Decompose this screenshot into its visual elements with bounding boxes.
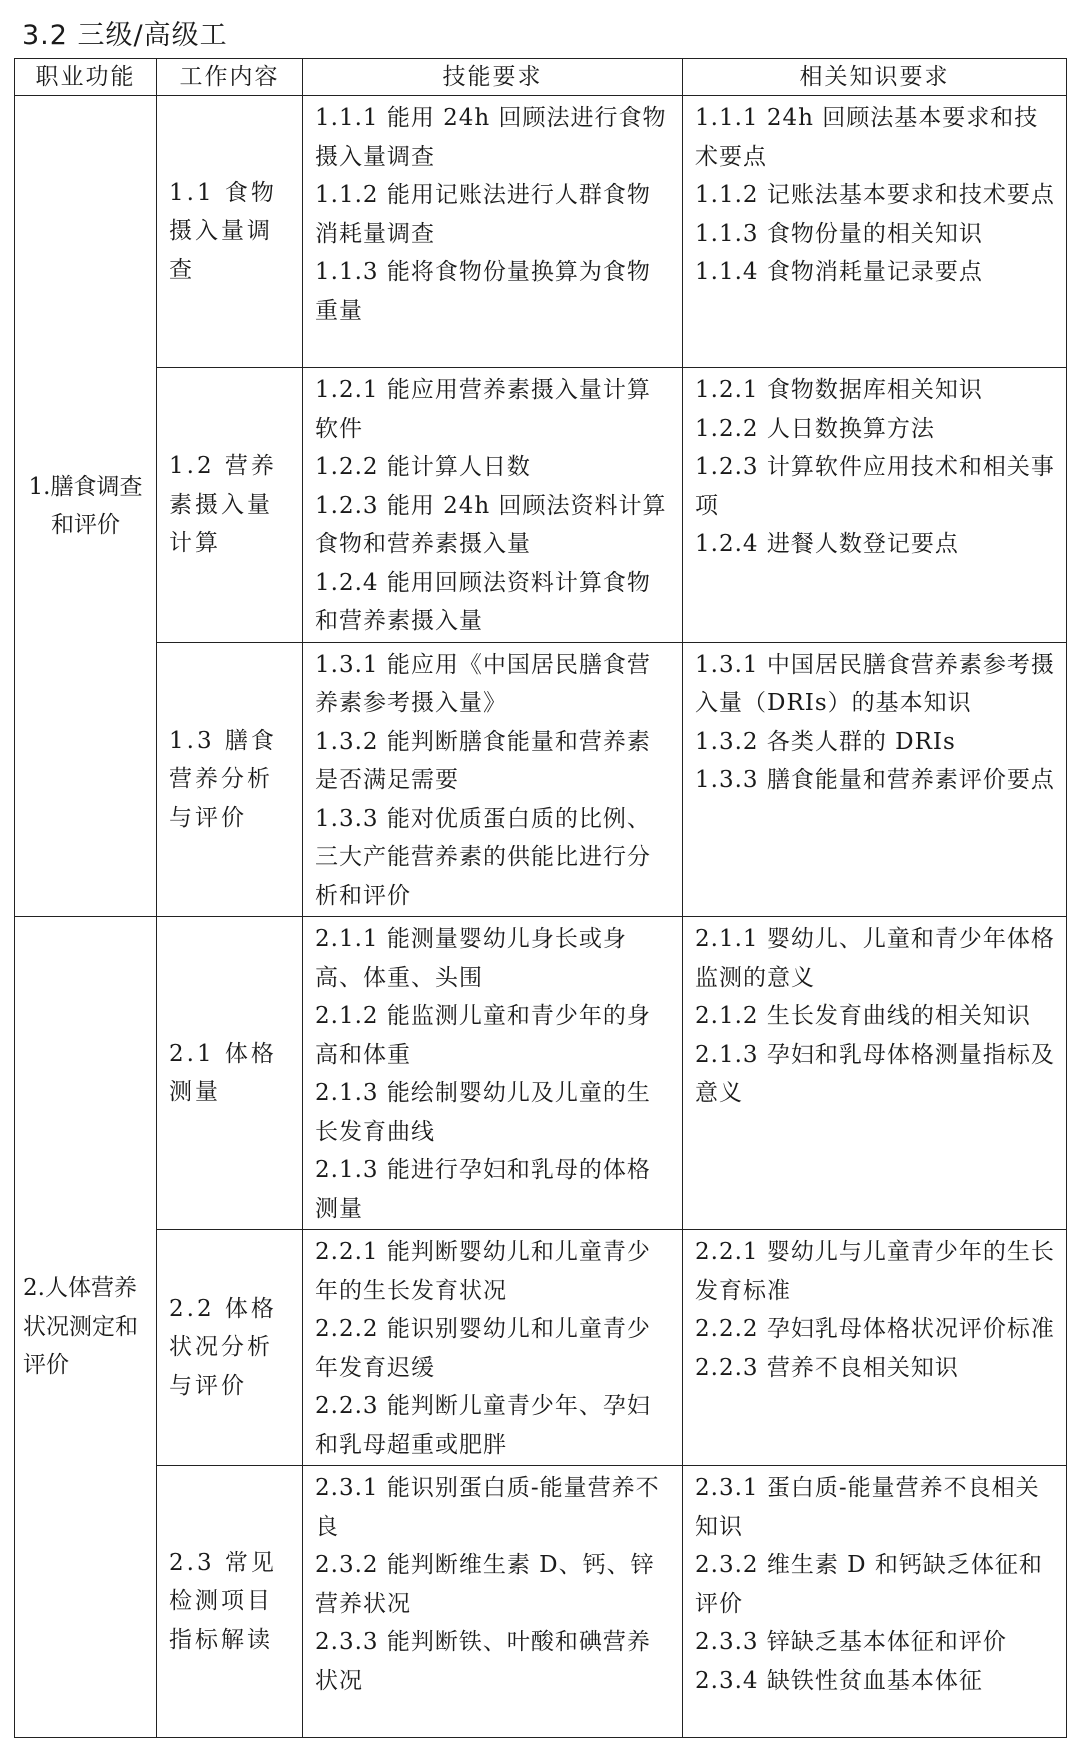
function-label: 2.人体营养状况测定和评价 bbox=[23, 1275, 138, 1379]
knowledge-item: 2.1.2 生长发育曲线的相关知识 bbox=[695, 1003, 1031, 1029]
function-label: 1.膳食调查和评价 bbox=[28, 473, 143, 538]
knowledge-item: 1.3.3 膳食能量和营养素评价要点 bbox=[695, 767, 1055, 793]
knowledge-cell bbox=[683, 642, 1067, 917]
skills-cell bbox=[303, 1466, 683, 1738]
skills-cell bbox=[303, 642, 683, 917]
knowledge-item: 1.2.2 人日数换算方法 bbox=[695, 415, 935, 442]
content-cell: 2.1 体格测量 bbox=[157, 917, 303, 1230]
skill-item: 1.3.3 能对优质蛋白质的比例、三大产能营养素的供能比进行分析和评价 bbox=[315, 805, 651, 909]
skill-item: 1.2.2 能计算人日数 bbox=[315, 454, 531, 480]
knowledge-cell bbox=[683, 917, 1067, 1230]
content-cell: 1.1 食物摄入量调查 bbox=[157, 96, 303, 368]
skills-cell bbox=[303, 1230, 683, 1466]
knowledge-item: 1.3.2 各类人群的 DRIs bbox=[695, 728, 956, 755]
knowledge-cell bbox=[683, 1230, 1067, 1466]
table-row bbox=[15, 368, 1067, 643]
skill-item: 1.1.1 能用 24h 回顾法进行食物摄入量调查 bbox=[315, 105, 667, 170]
skills-cell bbox=[303, 917, 683, 1230]
skill-item: 1.2.4 能用回顾法资料计算食物和营养素摄入量 bbox=[315, 569, 651, 634]
function-cell bbox=[15, 917, 157, 1738]
skill-item: 2.1.1 能测量婴幼儿身长或身高、体重、头围 bbox=[315, 926, 627, 991]
table-row bbox=[15, 96, 1067, 368]
knowledge-item: 1.2.4 进餐人数登记要点 bbox=[695, 531, 959, 557]
skill-item: 2.2.1 能判断婴幼儿和儿童青少年的生长发育状况 bbox=[315, 1239, 651, 1304]
skill-item: 1.1.3 能将食物份量换算为食物重量 bbox=[315, 259, 651, 324]
content-cell: 2.2 体格状况分析与评价 bbox=[157, 1230, 303, 1466]
skill-item: 1.1.2 能用记账法进行人群食物消耗量调查 bbox=[315, 182, 651, 247]
skills-cell bbox=[303, 96, 683, 368]
knowledge-cell bbox=[683, 96, 1067, 368]
page-title: 3.2 三级/高级工 bbox=[22, 20, 228, 51]
knowledge-item: 1.1.4 食物消耗量记录要点 bbox=[695, 259, 983, 285]
function-cell bbox=[15, 96, 157, 917]
skill-item: 2.3.1 能识别蛋白质-能量营养不良 bbox=[315, 1475, 660, 1540]
knowledge-cell bbox=[683, 1466, 1067, 1738]
header-content: 工作内容 bbox=[157, 59, 303, 96]
header-skills: 技能要求 bbox=[303, 59, 683, 96]
content-cell: 1.3 膳食营养分析与评价 bbox=[157, 642, 303, 917]
knowledge-item: 1.1.1 24h 回顾法基本要求和技术要点 bbox=[695, 105, 1039, 170]
knowledge-item: 2.1.1 婴幼儿、儿童和青少年体格监测的意义 bbox=[695, 926, 1055, 991]
knowledge-item: 2.3.3 锌缺乏基本体征和评价 bbox=[695, 1629, 1007, 1655]
content-cell: 1.2 营养素摄入量计算 bbox=[157, 368, 303, 643]
knowledge-item: 2.3.4 缺铁性贫血基本体征 bbox=[695, 1667, 983, 1694]
knowledge-item: 1.2.1 食物数据库相关知识 bbox=[695, 377, 983, 403]
knowledge-item: 2.3.1 蛋白质-能量营养不良相关知识 bbox=[695, 1475, 1040, 1540]
skill-item: 2.3.2 能判断维生素 D、钙、锌营养状况 bbox=[315, 1552, 655, 1617]
header-function: 职业功能 bbox=[15, 59, 157, 96]
table-row bbox=[15, 1466, 1067, 1738]
table-header-row bbox=[15, 59, 1067, 96]
knowledge-item: 1.1.3 食物份量的相关知识 bbox=[695, 220, 983, 247]
knowledge-item: 2.2.3 营养不良相关知识 bbox=[695, 1354, 959, 1381]
table-row bbox=[15, 1230, 1067, 1466]
table-row bbox=[15, 642, 1067, 917]
skill-item: 2.2.2 能识别婴幼儿和儿童青少年发育迟缓 bbox=[315, 1316, 651, 1381]
knowledge-item: 2.1.3 孕妇和乳母体格测量指标及意义 bbox=[695, 1041, 1055, 1106]
knowledge-item: 2.3.2 维生素 D 和钙缺乏体征和评价 bbox=[695, 1552, 1043, 1617]
skill-item: 2.1.3 能进行孕妇和乳母的体格测量 bbox=[315, 1157, 651, 1222]
skill-item: 2.1.3 能绘制婴幼儿及儿童的生长发育曲线 bbox=[315, 1080, 651, 1145]
knowledge-cell bbox=[683, 368, 1067, 643]
knowledge-item: 1.1.2 记账法基本要求和技术要点 bbox=[695, 182, 1055, 208]
skill-item: 2.1.2 能监测儿童和青少年的身高和体重 bbox=[315, 1003, 651, 1068]
skills-cell bbox=[303, 368, 683, 643]
content-cell: 2.3 常见检测项目指标解读 bbox=[157, 1466, 303, 1738]
header-knowledge: 相关知识要求 bbox=[683, 59, 1067, 96]
skills-standard-table bbox=[14, 58, 1067, 1738]
skill-item: 1.2.3 能用 24h 回顾法资料计算食物和营养素摄入量 bbox=[315, 492, 667, 557]
skill-item: 1.3.1 能应用《中国居民膳食营养素参考摄入量》 bbox=[315, 651, 651, 716]
knowledge-item: 1.2.3 计算软件应用技术和相关事项 bbox=[695, 454, 1055, 519]
knowledge-item: 2.2.1 婴幼儿与儿童青少年的生长发育标准 bbox=[695, 1239, 1055, 1304]
skill-item: 1.3.2 能判断膳食能量和营养素是否满足需要 bbox=[315, 728, 651, 793]
skill-item: 2.2.3 能判断儿童青少年、孕妇和乳母超重或肥胖 bbox=[315, 1393, 651, 1458]
knowledge-item: 2.2.2 孕妇乳母体格状况评价标准 bbox=[695, 1316, 1055, 1342]
skill-item: 1.2.1 能应用营养素摄入量计算软件 bbox=[315, 377, 651, 442]
table-row bbox=[15, 917, 1067, 1230]
skill-item: 2.3.3 能判断铁、叶酸和碘营养状况 bbox=[315, 1629, 651, 1694]
knowledge-item: 1.3.1 中国居民膳食营养素参考摄入量（DRIs）的基本知识 bbox=[695, 651, 1055, 716]
